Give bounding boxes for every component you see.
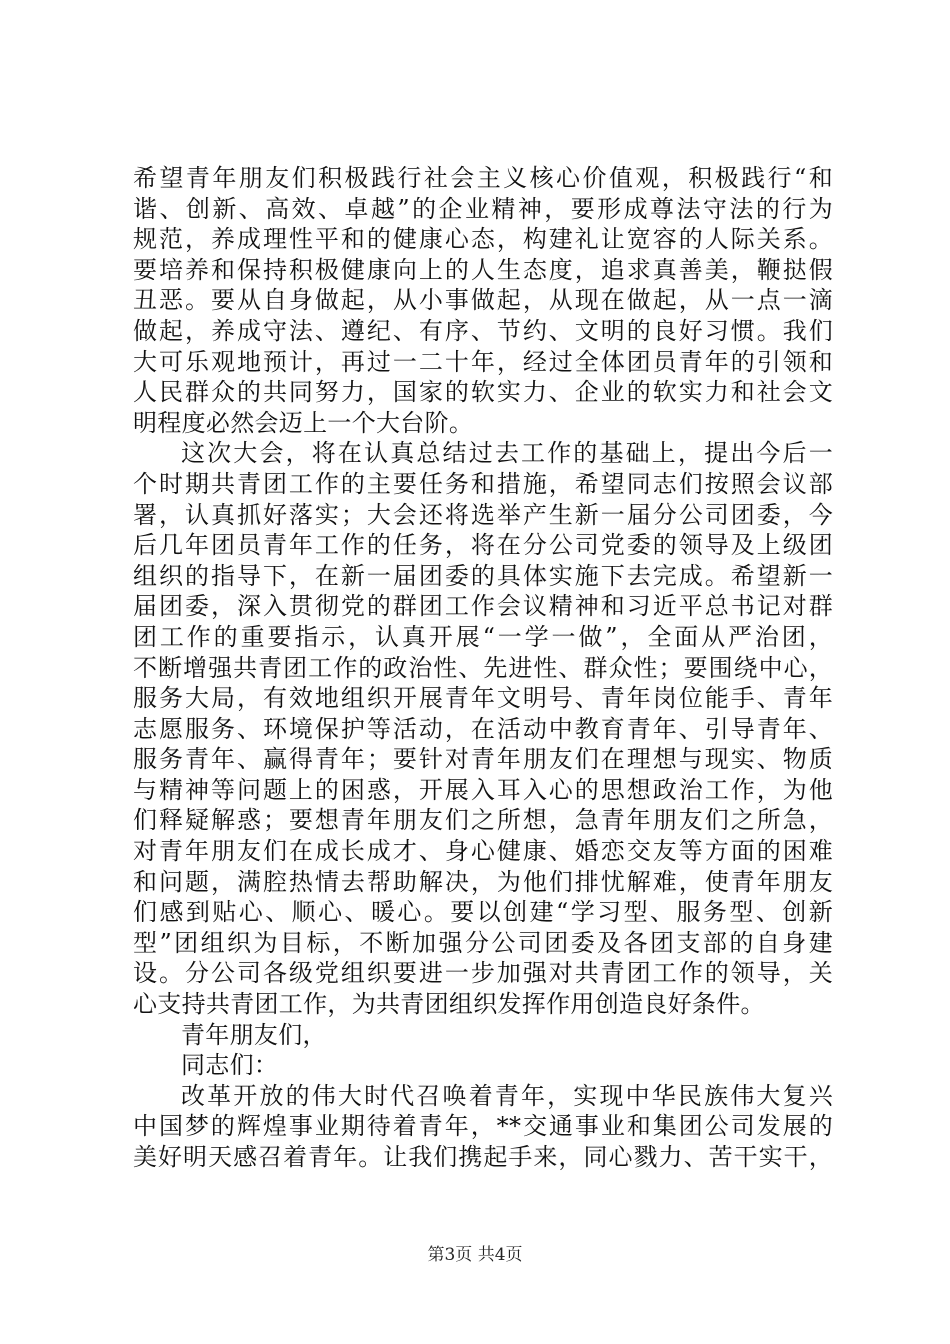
text-line: 中国梦的辉煌事业期待着青年，**交通事业和集团公司发展的 xyxy=(133,1112,833,1141)
text-line: 和问题，满腔热情去帮助解决，为他们排忧解难，使青年朋友 xyxy=(133,867,833,896)
text-line: 要培养和保持积极健康向上的人生态度，追求真善美，鞭挞假 xyxy=(133,255,833,284)
text-line: 个时期共青团工作的主要任务和措施，希望同志们按照会议部 xyxy=(133,469,833,498)
paragraph-2 xyxy=(133,438,833,1019)
page-number-footer: 第3页 共4页 xyxy=(427,1245,523,1265)
text-line: 规范，养成理性平和的健康心态，构建礼让宽容的人际关系。 xyxy=(133,225,833,254)
text-line: 这次大会，将在认真总结过去工作的基础上，提出今后一 xyxy=(181,439,833,468)
text-line: 署，认真抓好落实；大会还将选举产生新一届分公司团委，今 xyxy=(133,500,833,529)
text-line: 设。分公司各级党组织要进一步加强对共青团工作的领导，关 xyxy=(133,959,833,988)
text-line: 谐、创新、高效、卓越”的企业精神，要形成尊法守法的行为 xyxy=(133,194,833,223)
text-line: 不断增强共青团工作的政治性、先进性、群众性；要围绕中心， xyxy=(133,653,833,682)
text-line: 青年朋友们， xyxy=(181,1020,327,1049)
text-line: 与精神等问题上的困惑，开展入耳入心的思想政治工作，为他 xyxy=(133,775,833,804)
text-line: 做起，养成守法、遵纪、有序、节约、文明的良好习惯。我们 xyxy=(133,316,833,345)
text-line: 改革开放的伟大时代召唤着青年，实现中华民族伟大复兴 xyxy=(181,1081,833,1110)
paragraph-3 xyxy=(133,1081,833,1173)
text-line: 志愿服务、环境保护等活动，在活动中教育青年、引导青年、 xyxy=(133,714,833,743)
text-line: 希望青年朋友们积极践行社会主义核心价值观，积极践行“和 xyxy=(133,164,833,192)
salutation-comrades xyxy=(133,1050,833,1081)
text-line: 同志们： xyxy=(181,1051,279,1080)
document-body xyxy=(133,163,833,1173)
text-line: 服务青年、赢得青年；要针对青年朋友们在理想与现实、物质 xyxy=(133,745,833,774)
text-line: 组织的指导下，在新一届团委的具体实施下去完成。希望新一 xyxy=(133,561,833,590)
text-line: 服务大局，有效地组织开展青年文明号、青年岗位能手、青年 xyxy=(133,684,833,713)
text-line: 对青年朋友们在成长成才、身心健康、婚恋交友等方面的困难 xyxy=(133,837,833,866)
text-line: 大可乐观地预计，再过一二十年，经过全体团员青年的引领和 xyxy=(133,347,833,376)
text-line: 们释疑解惑；要想青年朋友们之所想，急青年朋友们之所急， xyxy=(133,806,833,835)
text-line: 美好明天感召着青年。让我们携起手来，同心戮力、苦干实干， xyxy=(133,1143,833,1171)
text-line: 届团委，深入贯彻党的群团工作会议精神和习近平总书记对群 xyxy=(133,592,833,621)
text-line: 团工作的重要指示，认真开展“一学一做”，全面从严治团， xyxy=(133,622,833,651)
text-line: 们感到贴心、顺心、暖心。要以创建“学习型、服务型、创新 xyxy=(133,898,833,927)
text-line: 心支持共青团工作，为共青团组织发挥作用创造良好条件。 xyxy=(133,990,765,1019)
text-line: 后几年团员青年工作的任务，将在分公司党委的领导及上级团 xyxy=(133,531,833,560)
text-line: 型”团组织为目标，不断加强分公司团委及各团支部的自身建 xyxy=(133,928,833,957)
text-line: 人民群众的共同努力，国家的软实力、企业的软实力和社会文 xyxy=(133,378,833,407)
salutation-youth xyxy=(133,1020,833,1051)
text-line: 丑恶。要从自身做起，从小事做起，从现在做起，从一点一滴 xyxy=(133,286,833,315)
text-line: 明程度必然会迈上一个大台阶。 xyxy=(133,408,474,437)
paragraph-1 xyxy=(133,163,833,438)
